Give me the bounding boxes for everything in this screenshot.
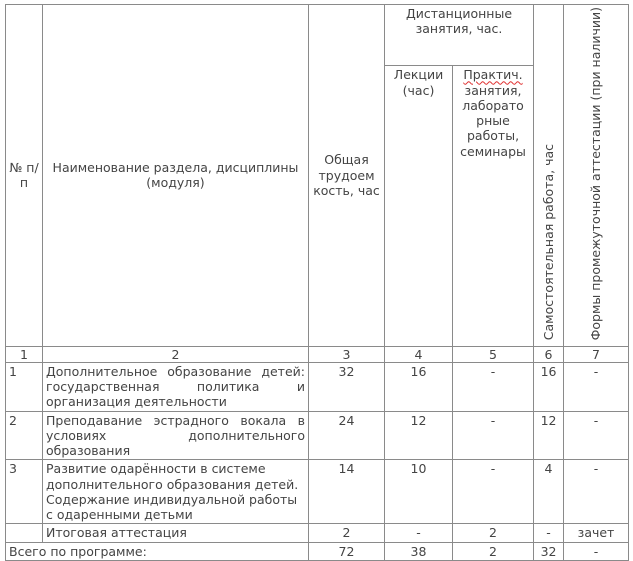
curriculum-table bbox=[5, 4, 629, 561]
row-num: 1 bbox=[6, 362, 43, 411]
row-lectures: 16 bbox=[385, 362, 453, 411]
table-row bbox=[6, 524, 629, 542]
header-self-work bbox=[534, 5, 564, 347]
row-lectures: - bbox=[385, 524, 453, 542]
column-number: 5 bbox=[453, 346, 534, 362]
row-num: 2 bbox=[6, 411, 43, 460]
row-form: - bbox=[564, 362, 629, 411]
row-total: 24 bbox=[309, 411, 385, 460]
row-self: - bbox=[534, 524, 564, 542]
row-num: 3 bbox=[6, 460, 43, 524]
table-row bbox=[6, 362, 629, 411]
header-row-top bbox=[6, 5, 629, 66]
table-row bbox=[6, 460, 629, 524]
header-name: Наименование раздела, дисциплины (модуля) bbox=[43, 5, 309, 347]
row-name: Преподавание эстрадного вокала в условиях дополнительного образования bbox=[43, 411, 309, 460]
row-num bbox=[6, 524, 43, 542]
total-self: 32 bbox=[534, 542, 564, 560]
row-total: 14 bbox=[309, 460, 385, 524]
header-practice bbox=[453, 66, 534, 346]
total-row bbox=[6, 542, 629, 560]
total-form: - bbox=[564, 542, 629, 560]
row-total: 2 bbox=[309, 524, 385, 542]
header-self-work-text: Самостоятельная работа, час bbox=[540, 144, 556, 341]
total-lectures: 38 bbox=[385, 542, 453, 560]
total-practice: 2 bbox=[453, 542, 534, 560]
row-practice: - bbox=[453, 411, 534, 460]
table-row bbox=[6, 411, 629, 460]
column-number: 7 bbox=[564, 346, 629, 362]
row-total: 32 bbox=[309, 362, 385, 411]
row-name: Дополнительное образование детей: государственная политика и организация деятельности bbox=[43, 362, 309, 411]
header-forms-text: Формы промежуточной аттестации (при наличии) bbox=[588, 7, 604, 341]
curriculum-table-wrapper bbox=[5, 4, 629, 561]
header-total: Общая трудоем кость, час bbox=[309, 5, 385, 347]
header-forms bbox=[564, 5, 629, 347]
row-form: - bbox=[564, 411, 629, 460]
header-practice-rest: занятия, лаборато рные работы, семинары bbox=[460, 82, 526, 159]
column-number: 4 bbox=[385, 346, 453, 362]
column-number-row bbox=[6, 346, 629, 362]
column-number: 2 bbox=[43, 346, 309, 362]
row-form: - bbox=[564, 460, 629, 524]
row-practice: 2 bbox=[453, 524, 534, 542]
row-self: 16 bbox=[534, 362, 564, 411]
header-distance: Дистанционные занятия, час. bbox=[385, 5, 534, 66]
row-self: 12 bbox=[534, 411, 564, 460]
row-lectures: 12 bbox=[385, 411, 453, 460]
column-number: 6 bbox=[534, 346, 564, 362]
row-self: 4 bbox=[534, 460, 564, 524]
total-hours: 72 bbox=[309, 542, 385, 560]
total-label: Всего по программе: bbox=[6, 542, 309, 560]
header-practice-misspelled: Практич. bbox=[463, 67, 523, 83]
column-number: 1 bbox=[6, 346, 43, 362]
row-name: Развитие одарённости в системе дополнительного образования детей. Содержание индивидуальной работы с одаренными детьми bbox=[43, 460, 309, 524]
row-practice: - bbox=[453, 362, 534, 411]
row-lectures: 10 bbox=[385, 460, 453, 524]
header-num: № п/п bbox=[6, 5, 43, 347]
row-practice: - bbox=[453, 460, 534, 524]
row-form: зачет bbox=[564, 524, 629, 542]
header-lectures: Лекции (час) bbox=[385, 66, 453, 346]
column-number: 3 bbox=[309, 346, 385, 362]
row-name: Итоговая аттестация bbox=[43, 524, 309, 542]
